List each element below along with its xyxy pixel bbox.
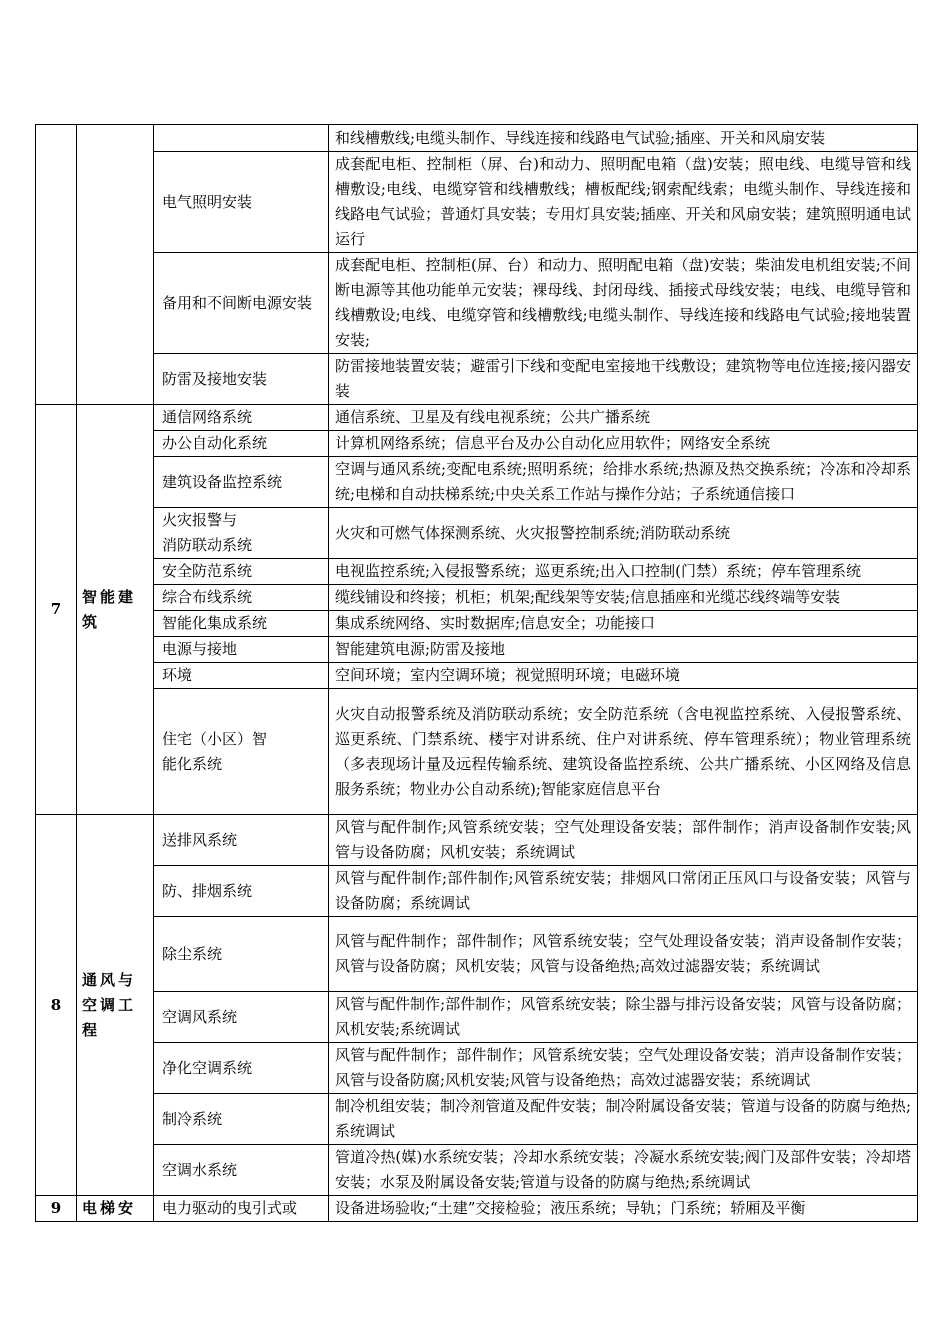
section-category <box>77 125 154 405</box>
subsystem-name <box>154 508 329 559</box>
table-row <box>36 559 918 585</box>
subsystem-content: 成套配电柜、控制柜(屏、台）和动力、照明配电箱（盘)安装；柴油发电机组安装;不间断电源等其他功能单元安装；裸母线、封闭母线、插接式母线安装；电线、电缆导管和线槽敷设;电线、电缆穿管和线槽敷线;电缆头制作、导线连接和线路电气试验;接地装置安装; <box>329 253 918 354</box>
spec-table <box>35 124 918 1222</box>
subsystem-content: 火灾和可燃气体探测系统、火灾报警控制系统;消防联动系统 <box>329 508 918 559</box>
subsystem-name: 电力驱动的曳引式或 <box>154 1196 329 1222</box>
table-row <box>36 125 918 152</box>
table-row <box>36 1196 918 1222</box>
table-row <box>36 611 918 637</box>
subsystem-content: 风管与配件制作；部件制作；风管系统安装；空气处理设备安装；消声设备制作安装；风管与设备防腐；风机安装；风管与设备绝热;高效过滤器安装；系统调试 <box>329 917 918 992</box>
table-row <box>36 815 918 866</box>
table-row <box>36 431 918 457</box>
table-row <box>36 1094 918 1145</box>
subsystem-name: 备用和不间断电源安装 <box>154 253 329 354</box>
subsystem-content: 风管与配件制作;部件制作；风管系统安装；除尘器与排污设备安装；风管与设备防腐；风机安装;系统调试 <box>329 992 918 1043</box>
subsystem-content: 火灾自动报警系统及消防联动系统；安全防范系统（含电视监控系统、入侵报警系统、巡更系统、门禁系统、楼宇对讲系统、住户对讲系统、停车管理系统）；物业管理系统（多表现场计量及远程传输系统、建筑设备监控系统、公共广播系统、小区网络及信息服务系统；物业办公自动系统);智能家庭信息平台 <box>329 689 918 815</box>
subsystem-name: 办公自动化系统 <box>154 431 329 457</box>
table-row <box>36 585 918 611</box>
subsystem-content: 电视监控系统;入侵报警系统；巡更系统;出入口控制(门禁）系统；停车管理系统 <box>329 559 918 585</box>
table-row <box>36 1043 918 1094</box>
subsystem-name-line: 火灾报警与 <box>162 511 238 529</box>
table-row <box>36 253 918 354</box>
table-row <box>36 689 918 815</box>
section-category: 电梯安 <box>77 1196 154 1222</box>
subsystem-content: 防雷接地装置安装；避雷引下线和变配电室接地干线敷设；建筑物等电位连接;接闪器安装 <box>329 354 918 405</box>
table-row <box>36 917 918 992</box>
subsystem-content: 空调与通风系统;变配电系统;照明系统；给排水系统;热源及热交换系统；冷冻和冷却系统;电梯和自动扶梯系统;中央关系工作站与操作分站；子系统通信接口 <box>329 457 918 508</box>
subsystem-name: 防雷及接地安装 <box>154 354 329 405</box>
subsystem-name-line: 住宅（小区）智 <box>162 729 268 748</box>
table-row <box>36 457 918 508</box>
table-row <box>36 663 918 689</box>
section-category: 通风与空调工程 <box>77 815 154 1196</box>
subsystem-content: 成套配电柜、控制柜（屏、台)和动力、照明配电箱（盘)安装；照电线、电缆导管和线槽敷设;电线、电缆穿管和线槽敷线；槽板配线;钢索配线索；电缆头制作、导线连接和线路电气试验；普通灯具安装；专用灯具安装;插座、开关和风扇安装；建筑照明通电试运行 <box>329 152 918 253</box>
subsystem-content: 风管与配件制作;风管系统安装；空气处理设备安装；部件制作；消声设备制作安装;风管与设备防腐；风机安装；系统调试 <box>329 815 918 866</box>
subsystem-name: 制冷系统 <box>154 1094 329 1145</box>
subsystem-name: 空调水系统 <box>154 1145 329 1196</box>
table-row <box>36 152 918 253</box>
subsystem-content: 计算机网络系统；信息平台及办公自动化应用软件；网络安全系统 <box>329 431 918 457</box>
subsystem-content: 管道冷热(媒)水系统安装；冷却水系统安装；冷凝水系统安装;阀门及部件安装；冷却塔安装；水泵及附属设备安装;管道与设备的防腐与绝热;系统调试 <box>329 1145 918 1196</box>
section-category: 智能建筑 <box>77 405 154 815</box>
subsystem-name: 综合布线系统 <box>154 585 329 611</box>
section-number <box>36 125 77 405</box>
table-row <box>36 992 918 1043</box>
subsystem-content: 设备进场验收;“土建”交接检验；液压系统；导轨；门系统；轿厢及平衡 <box>329 1196 918 1222</box>
subsystem-content: 空间环境；室内空调环境；视觉照明环境；电磁环境 <box>329 663 918 689</box>
subsystem-name: 送排风系统 <box>154 815 329 866</box>
table-row <box>36 637 918 663</box>
subsystem-name: 建筑设备监控系统 <box>154 457 329 508</box>
subsystem-content: 制冷机组安装；制冷剂管道及配件安装；制冷附属设备安装；管道与设备的防腐与绝热;系统调试 <box>329 1094 918 1145</box>
subsystem-content: 风管与配件制作；部件制作；风管系统安装；空气处理设备安装；消声设备制作安装；风管与设备防腐;风机安装;风管与设备绝热；高效过滤器安装；系统调试 <box>329 1043 918 1094</box>
subsystem-content: 和线槽敷线;电缆头制作、导线连接和线路电气试验;插座、开关和风扇安装 <box>329 125 918 152</box>
subsystem-name: 净化空调系统 <box>154 1043 329 1094</box>
subsystem-content: 智能建筑电源;防雷及接地 <box>329 637 918 663</box>
subsystem-name <box>154 125 329 152</box>
subsystem-name <box>154 689 329 815</box>
subsystem-name: 电气照明安装 <box>154 152 329 253</box>
table-row <box>36 866 918 917</box>
table-row <box>36 1145 918 1196</box>
table-row <box>36 405 918 431</box>
subsystem-name: 智能化集成系统 <box>154 611 329 637</box>
section-number: 9 <box>36 1196 77 1222</box>
subsystem-content: 通信系统、卫星及有线电视系统；公共广播系统 <box>329 405 918 431</box>
table-row <box>36 354 918 405</box>
table-row <box>36 508 918 559</box>
subsystem-name: 环境 <box>154 663 329 689</box>
subsystem-name: 除尘系统 <box>154 917 329 992</box>
subsystem-name: 电源与接地 <box>154 637 329 663</box>
subsystem-content: 缆线铺设和终接；机柜；机架;配线架等安装;信息插座和光缆芯线终端等安装 <box>329 585 918 611</box>
subsystem-name: 空调风系统 <box>154 992 329 1043</box>
subsystem-name-line: 消防联动系统 <box>162 536 253 554</box>
subsystem-content: 风管与配件制作;部件制作;风管系统安装；排烟风口常闭正压风口与设备安装；风管与设备防腐；系统调试 <box>329 866 918 917</box>
subsystem-name: 安全防范系统 <box>154 559 329 585</box>
subsystem-content: 集成系统网络、实时数据库;信息安全；功能接口 <box>329 611 918 637</box>
section-number: 7 <box>36 405 77 815</box>
subsystem-name: 通信网络系统 <box>154 405 329 431</box>
subsystem-name-line: 能化系统 <box>162 754 223 773</box>
section-number: 8 <box>36 815 77 1196</box>
subsystem-name: 防、排烟系统 <box>154 866 329 917</box>
